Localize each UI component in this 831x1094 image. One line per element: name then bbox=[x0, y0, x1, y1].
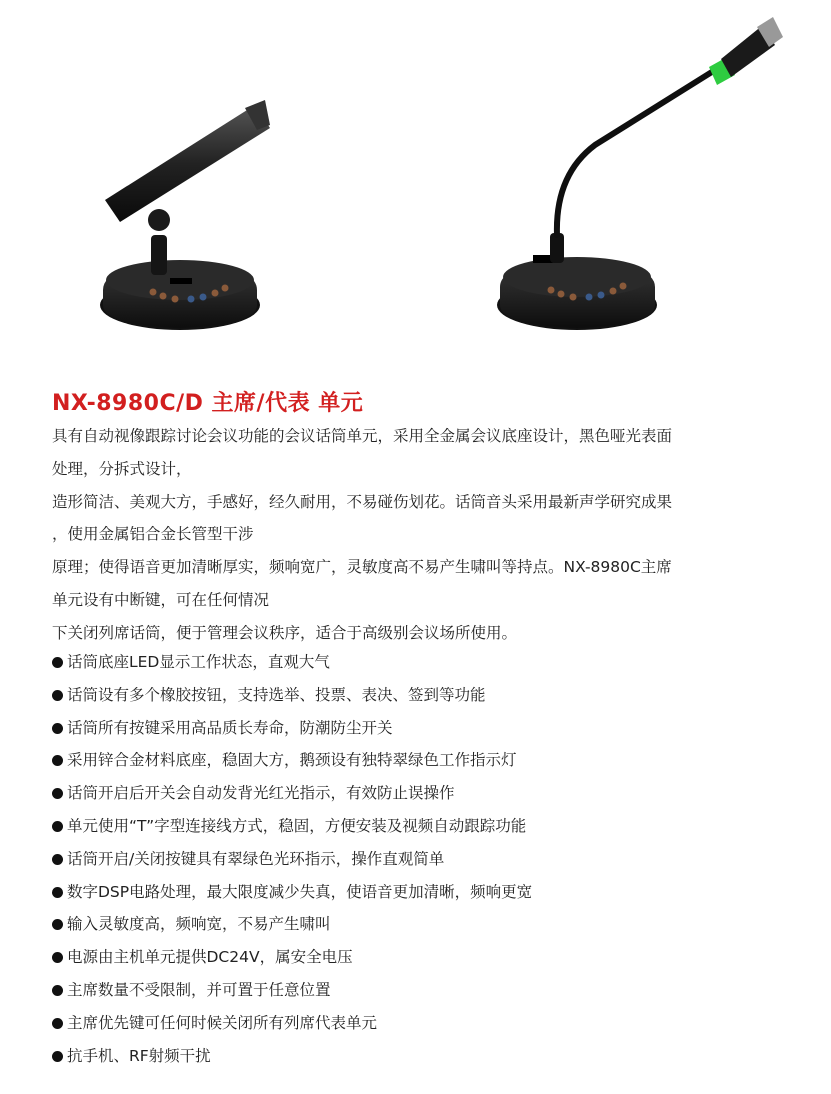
feature-text: 话筒开启后开关会自动发背光红光指示，有效防止误操作 bbox=[67, 784, 455, 803]
description-line: 处理，分拆式设计， bbox=[52, 459, 192, 478]
feature-item bbox=[52, 810, 792, 843]
feature-text: 主席数量不受限制，并可置于任意位置 bbox=[67, 980, 331, 999]
product-title: NX-8980C/D 主席/代表 单元 bbox=[52, 391, 364, 416]
bullet-icon bbox=[52, 887, 63, 898]
bullet-icon bbox=[52, 755, 63, 766]
feature-text: 话筒开启/关闭按键具有翠绿色光环指示，操作直观简单 bbox=[67, 849, 445, 868]
description-line: 单元设有中断键，可在任何情况 bbox=[52, 590, 270, 609]
feature-text: 抗手机、RF射频干扰 bbox=[67, 1046, 211, 1065]
feature-item bbox=[52, 679, 792, 712]
feature-item bbox=[52, 712, 792, 745]
product-description bbox=[52, 420, 792, 650]
bullet-icon bbox=[52, 1051, 63, 1062]
feature-text: 采用锌合金材料底座，稳固大方，鹅颈设有独特翠绿色工作指示灯 bbox=[67, 751, 517, 770]
bullet-icon bbox=[52, 985, 63, 996]
feature-item bbox=[52, 646, 792, 679]
description-line: 具有自动视像跟踪讨论会议功能的会议话筒单元，采用全金属会议底座设计，黑色哑光表面 bbox=[52, 427, 673, 445]
feature-text: 单元使用“T”字型连接线方式，稳固，方便安装及视频自动跟踪功能 bbox=[67, 816, 527, 835]
bullet-icon bbox=[52, 952, 63, 963]
product-images bbox=[0, 0, 831, 370]
feature-text: 输入灵敏度高，频响宽，不易产生啸叫 bbox=[67, 915, 331, 934]
bullet-icon bbox=[52, 1018, 63, 1029]
feature-item bbox=[52, 908, 792, 941]
bullet-icon bbox=[52, 723, 63, 734]
feature-text: 话筒底座LED显示工作状态，直观大气 bbox=[67, 653, 330, 671]
bullet-icon bbox=[52, 788, 63, 799]
feature-text: 话筒设有多个橡胶按钮，支持选举、投票、表决、签到等功能 bbox=[67, 685, 486, 704]
camera-mic-unit-image bbox=[95, 100, 270, 340]
description-line: ，使用金属铝合金长管型干涉 bbox=[52, 525, 254, 544]
feature-item bbox=[52, 941, 792, 974]
feature-list bbox=[52, 646, 792, 1072]
feature-text: 主席优先键可任何时候关闭所有列席代表单元 bbox=[67, 1013, 378, 1032]
description-line: 造形简洁、美观大方，手感好，经久耐用，不易碰伤划花。话筒音头采用最新声学研究成果 bbox=[52, 492, 673, 511]
bullet-icon bbox=[52, 657, 63, 668]
feature-item bbox=[52, 1040, 792, 1073]
bullet-icon bbox=[52, 854, 63, 865]
bullet-icon bbox=[52, 919, 63, 930]
feature-item bbox=[52, 777, 792, 810]
feature-item bbox=[52, 843, 792, 876]
feature-item bbox=[52, 876, 792, 909]
feature-item bbox=[52, 1007, 792, 1040]
feature-item bbox=[52, 974, 792, 1007]
bullet-icon bbox=[52, 821, 63, 832]
description-line: 原理；使得语音更加清晰厚实，频响宽广，灵敏度高不易产生啸叫等持点。NX-8980C主席 bbox=[52, 558, 672, 577]
feature-text: 电源由主机单元提供DC24V，属安全电压 bbox=[67, 948, 353, 967]
feature-text: 数字DSP电路处理，最大限度减少失真，使语音更加清晰，频响更宽 bbox=[67, 882, 533, 901]
gooseneck-mic-unit-image bbox=[495, 15, 785, 335]
bullet-icon bbox=[52, 690, 63, 701]
description-line: 下关闭列席话筒，便于管理会议秩序，适合于高级别会议场所使用。 bbox=[52, 623, 518, 642]
feature-text: 话筒所有按键采用高品质长寿命，防潮防尘开关 bbox=[67, 718, 393, 737]
feature-item bbox=[52, 744, 792, 777]
